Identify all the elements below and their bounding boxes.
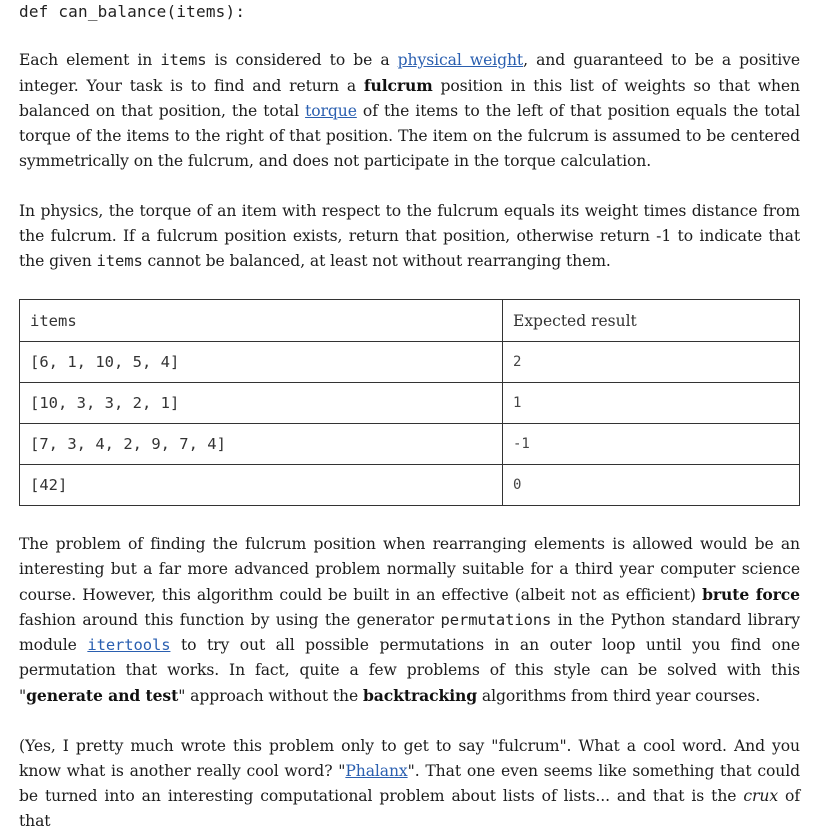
link-torque[interactable]: torque — [305, 102, 357, 120]
italic-text: crux — [743, 787, 779, 805]
document-page — [19, 0, 800, 834]
cell-items: [42] — [20, 465, 503, 506]
table-row — [20, 465, 800, 506]
text-run: In physics, the torque of an item with respect to the fulcrum equals its weight times distance from the fulcrum. If a fulcrum position exists, return that position, otherwise return -1 to indicate that the given — [19, 202, 800, 270]
text-run: The problem of finding the fulcrum position when rearranging elements is allowed would be an interesting but a far more advanced problem normally suitable for a third year computer science course. However, this algorithm could be built in an effective (albeit not as efficient) — [19, 535, 800, 604]
inline-code: items — [160, 51, 207, 69]
bold-text: fulcrum — [363, 76, 433, 95]
text-run: of that — [19, 787, 800, 830]
text-run: position in this list of weights so that when balanced on that position, the total — [19, 77, 800, 120]
bold-text: brute force — [702, 585, 801, 604]
cell-result: 2 — [503, 342, 800, 383]
cell-items: [7, 3, 4, 2, 9, 7, 4] — [20, 424, 503, 465]
bold-text: backtracking — [362, 686, 478, 705]
text-run: algorithms from third year courses. — [477, 687, 761, 705]
text-run: fashion around this function by using the generator — [19, 611, 441, 629]
link-itertools[interactable]: itertools — [87, 636, 171, 654]
text-run: ". That one even seems like something that could be turned into an interesting computational problem about lists of lists... and that is the — [19, 762, 800, 805]
bold-text: generate and test — [26, 686, 179, 705]
column-header-items: items — [20, 300, 503, 342]
cell-result: 0 — [503, 465, 800, 506]
text-run: in the Python standard library module — [19, 611, 801, 654]
function-signature: def can_balance(items): — [19, 2, 246, 21]
text-run: " approach without the — [178, 687, 363, 705]
paragraph-physics — [19, 199, 800, 274]
text-run: is considered to be a — [206, 51, 398, 69]
paragraph-brute-force — [19, 532, 800, 709]
text-run: (Yes, I pretty much wrote this problem only to get to say "fulcrum". What a cool word. And you know what is another really cool word? " — [19, 737, 800, 780]
cell-result: 1 — [503, 383, 800, 424]
cell-items: [10, 3, 3, 2, 1] — [20, 383, 503, 424]
link-physical-weight[interactable]: physical weight — [397, 51, 524, 69]
cell-items: [6, 1, 10, 5, 4] — [20, 342, 503, 383]
link-phalanx[interactable]: Phalanx — [345, 762, 408, 780]
text-run: Each element in — [19, 51, 161, 69]
text-run: cannot be balanced, at least not without rearranging them. — [142, 252, 611, 270]
paragraph-description — [19, 48, 800, 174]
table-row — [20, 383, 800, 424]
text-run: , and guaranteed to be a positive integer. Your task is to find and return a — [19, 51, 801, 95]
inline-code: items — [96, 252, 143, 270]
table-row — [20, 342, 800, 383]
column-header-expected: Expected result — [503, 300, 800, 342]
text-run: of the items to the left of that position equals the total torque of the items to the right of that position. The item on the fulcrum is assumed to be centered symmetrically on the fulcrum, and does not participate in the torque calculation. — [19, 102, 801, 170]
inline-code: permutations — [440, 611, 552, 629]
text-run: to try out all possible permutations in an outer loop until you find one permutation that works. In fact, quite a few problems of this style can be solved with this " — [19, 636, 800, 705]
table-row — [20, 424, 800, 465]
examples-table — [19, 299, 800, 506]
cell-result: -1 — [503, 424, 800, 465]
table-header-row — [20, 300, 800, 342]
paragraph-aside — [19, 734, 800, 834]
